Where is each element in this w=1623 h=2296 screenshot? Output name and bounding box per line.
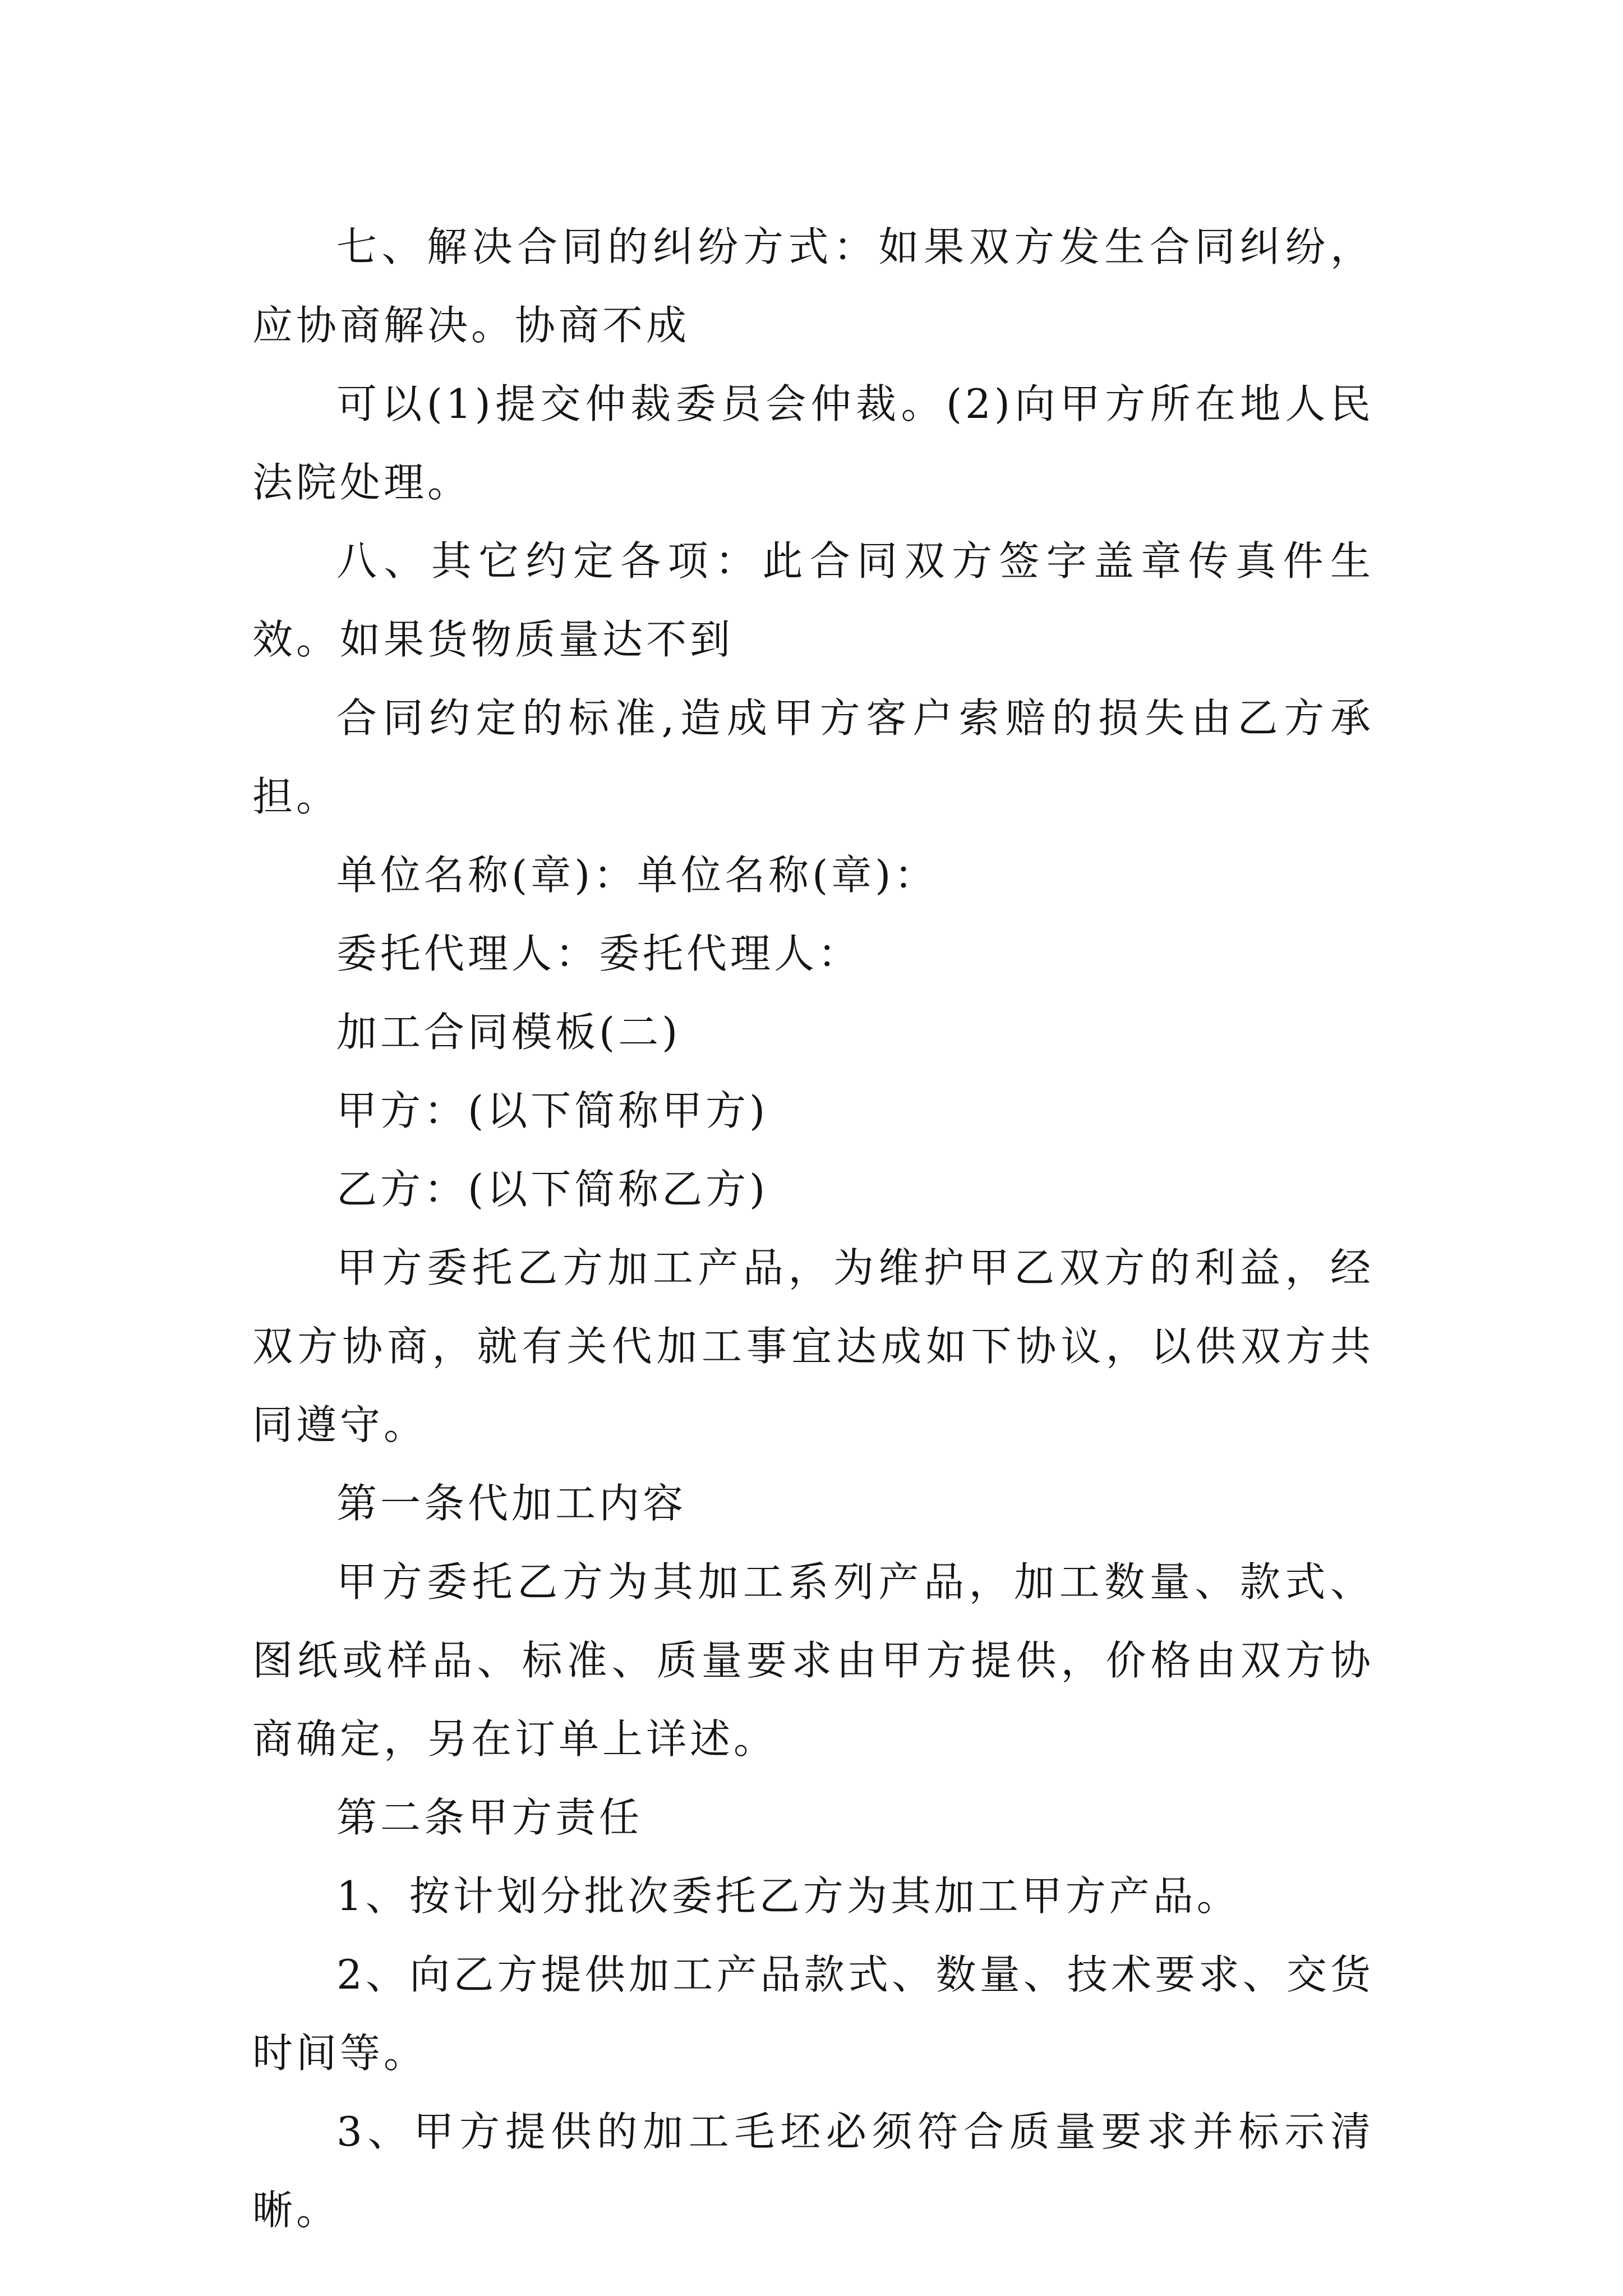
- paragraph-party-b: 乙方：(以下简称乙方): [336, 1166, 769, 1213]
- paragraph-party-a: 甲方：(以下简称甲方): [336, 1087, 769, 1134]
- paragraph-article-2-heading: 第二条甲方责任: [336, 1794, 643, 1841]
- paragraph-article-2-item-3: 3、甲方提供的加工毛坯必须符合质量要求并标示清晰。: [252, 2108, 1374, 2234]
- paragraph-preamble: 甲方委托乙方加工产品，为维护甲乙双方的利益，经双方协商，就有关代加工事宜达成如下协议，以供双方共同遵守。: [252, 1244, 1374, 1448]
- paragraph-agent: 委托代理人：委托代理人：: [336, 930, 862, 977]
- paragraph-clause-8-liability: 合同约定的标准,造成甲方客户索赔的损失由乙方承担。: [252, 694, 1374, 820]
- paragraph-unit-name: 单位名称(章)：单位名称(章)：: [336, 852, 938, 899]
- paragraph-clause-7-options: 可以(1)提交仲裁委员会仲裁。(2)向甲方所在地人民法院处理。: [252, 380, 1374, 506]
- paragraph-article-1-body: 甲方委托乙方为其加工系列产品，加工数量、款式、图纸或样品、标准、质量要求由甲方提供，价格由双方协商确定，另在订单上详述。: [252, 1558, 1374, 1763]
- document-body: [252, 208, 1374, 2249]
- paragraph-clause-7-dispute: 七、解决合同的纠纷方式：如果双方发生合同纠纷，应协商解决。协商不成: [252, 223, 1374, 349]
- paragraph-template-title: 加工合同模板(二): [336, 1009, 681, 1056]
- paragraph-clause-8-other: 八、其它约定各项：此合同双方签字盖章传真件生效。如果货物质量达不到: [252, 537, 1374, 663]
- paragraph-article-1-heading: 第一条代加工内容: [336, 1480, 687, 1527]
- paragraph-article-2-item-1: 1、按计划分批次委托乙方为其加工甲方产品。: [336, 1872, 1241, 1920]
- paragraph-article-2-item-2: 2、向乙方提供加工产品款式、数量、技术要求、交货时间等。: [252, 1951, 1374, 2077]
